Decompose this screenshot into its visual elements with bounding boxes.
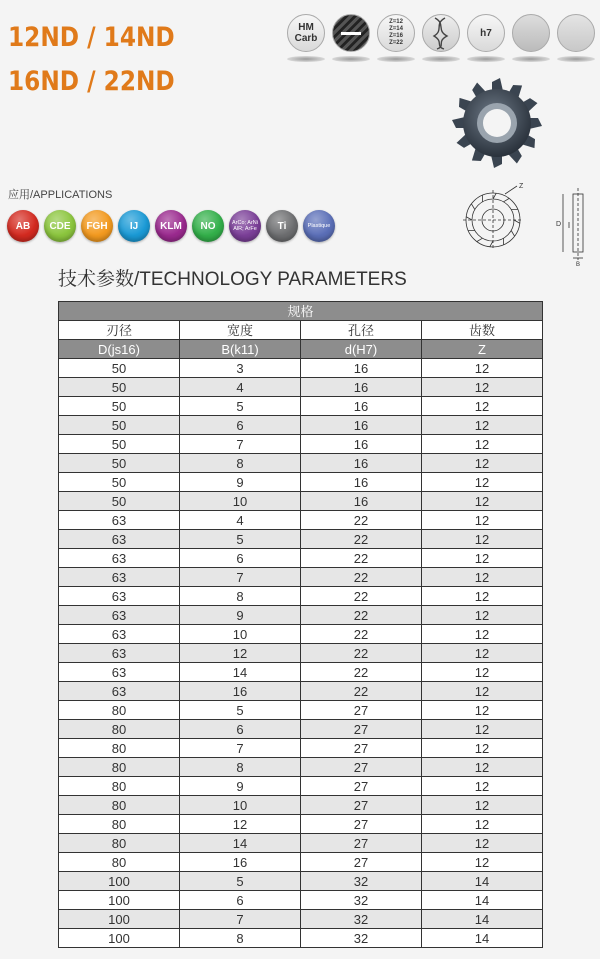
- table-row: [59, 777, 543, 796]
- cell-bore: 27: [301, 853, 422, 872]
- hm-carb-text: HM: [298, 22, 314, 33]
- cell-diameter: 80: [59, 853, 180, 872]
- cell-teeth: 12: [422, 720, 543, 739]
- cell-teeth: 12: [422, 473, 543, 492]
- cell-teeth: 12: [422, 359, 543, 378]
- application-badge: [266, 210, 298, 242]
- cell-diameter: 50: [59, 492, 180, 511]
- cell-width: 14: [180, 663, 301, 682]
- cell-bore: 22: [301, 530, 422, 549]
- table-row: [59, 663, 543, 682]
- application-badge-label: KLM: [160, 220, 182, 232]
- cell-bore: 32: [301, 910, 422, 929]
- cell-width: 4: [180, 511, 301, 530]
- tolerance-icon: [467, 14, 505, 52]
- cell-width: 6: [180, 891, 301, 910]
- product-title-1: 12ND / 14ND: [8, 22, 175, 53]
- cell-diameter: 63: [59, 549, 180, 568]
- cell-width: 16: [180, 853, 301, 872]
- cell-bore: 16: [301, 397, 422, 416]
- cell-diameter: 50: [59, 378, 180, 397]
- teeth-count-text: Z=12: [389, 19, 403, 25]
- cell-diameter: 63: [59, 663, 180, 682]
- cell-teeth: 12: [422, 644, 543, 663]
- cell-bore: 27: [301, 739, 422, 758]
- cell-bore: 16: [301, 416, 422, 435]
- cell-bore: 22: [301, 644, 422, 663]
- cell-bore: 16: [301, 435, 422, 454]
- cell-width: 8: [180, 587, 301, 606]
- table-row: [59, 606, 543, 625]
- application-badge: [155, 210, 187, 242]
- cell-bore: 27: [301, 777, 422, 796]
- table-row: [59, 644, 543, 663]
- cell-teeth: 12: [422, 416, 543, 435]
- cell-diameter: 80: [59, 815, 180, 834]
- table-row: [59, 587, 543, 606]
- cell-teeth: 12: [422, 796, 543, 815]
- application-badge-label: FGH: [86, 220, 108, 232]
- application-badge: [229, 210, 261, 242]
- col-symbol-width: B(k11): [180, 340, 301, 359]
- table-row: [59, 511, 543, 530]
- cell-teeth: 12: [422, 378, 543, 397]
- application-badge: [192, 210, 224, 242]
- cell-bore: 27: [301, 701, 422, 720]
- cell-diameter: 80: [59, 758, 180, 777]
- cell-diameter: 50: [59, 397, 180, 416]
- cell-bore: 32: [301, 929, 422, 948]
- drawing-label-b: B: [576, 262, 581, 267]
- cell-teeth: 12: [422, 492, 543, 511]
- table-row: [59, 492, 543, 511]
- table-row: [59, 473, 543, 492]
- application-badge: [7, 210, 39, 242]
- cell-diameter: 63: [59, 682, 180, 701]
- cell-diameter: 63: [59, 625, 180, 644]
- table-row: [59, 530, 543, 549]
- cell-bore: 16: [301, 473, 422, 492]
- hm-carb-icon: [287, 14, 325, 52]
- application-icons: [7, 210, 335, 242]
- cell-diameter: 100: [59, 872, 180, 891]
- cell-width: 14: [180, 834, 301, 853]
- cell-width: 3: [180, 359, 301, 378]
- table-row: [59, 359, 543, 378]
- cell-width: 6: [180, 549, 301, 568]
- col-header-width: 宽度: [180, 321, 301, 340]
- cell-teeth: 12: [422, 758, 543, 777]
- cell-diameter: 50: [59, 454, 180, 473]
- drawing-label-d: D: [556, 221, 562, 228]
- cell-diameter: 63: [59, 511, 180, 530]
- cell-bore: 16: [301, 378, 422, 397]
- cell-diameter: 63: [59, 606, 180, 625]
- cell-width: 7: [180, 739, 301, 758]
- cell-width: 12: [180, 815, 301, 834]
- teeth-count-icon: [377, 14, 415, 52]
- application-badge: [44, 210, 76, 242]
- cell-width: 7: [180, 435, 301, 454]
- table-row: [59, 625, 543, 644]
- table-row: [59, 435, 543, 454]
- table-row: [59, 815, 543, 834]
- cell-bore: 16: [301, 359, 422, 378]
- cell-teeth: 14: [422, 891, 543, 910]
- cell-width: 6: [180, 720, 301, 739]
- cell-bore: 27: [301, 834, 422, 853]
- application-badge: [303, 210, 335, 242]
- cell-teeth: 12: [422, 815, 543, 834]
- cell-diameter: 80: [59, 777, 180, 796]
- cell-diameter: 80: [59, 739, 180, 758]
- cell-teeth: 12: [422, 435, 543, 454]
- teeth-count-text: Z=14: [389, 26, 403, 32]
- cell-bore: 27: [301, 815, 422, 834]
- table-row: [59, 853, 543, 872]
- flute-icon: [422, 14, 460, 52]
- cell-teeth: 12: [422, 606, 543, 625]
- cell-width: 4: [180, 378, 301, 397]
- cell-width: 16: [180, 682, 301, 701]
- cell-bore: 22: [301, 549, 422, 568]
- application-badge-label: Plastique: [307, 223, 331, 229]
- application-badge: [81, 210, 113, 242]
- application-badge-label: CDE: [49, 220, 71, 232]
- technical-drawing: [455, 182, 595, 267]
- table-row: [59, 416, 543, 435]
- table-row: [59, 872, 543, 891]
- cell-bore: 32: [301, 891, 422, 910]
- cell-bore: 32: [301, 872, 422, 891]
- cell-teeth: 12: [422, 625, 543, 644]
- cell-bore: 22: [301, 606, 422, 625]
- table-row: [59, 739, 543, 758]
- cell-teeth: 12: [422, 701, 543, 720]
- cell-diameter: 50: [59, 435, 180, 454]
- cell-width: 12: [180, 644, 301, 663]
- cell-diameter: 63: [59, 587, 180, 606]
- cell-width: 10: [180, 492, 301, 511]
- cell-width: 5: [180, 872, 301, 891]
- cell-teeth: 12: [422, 397, 543, 416]
- cell-bore: 22: [301, 625, 422, 644]
- cell-teeth: 12: [422, 682, 543, 701]
- cell-bore: 16: [301, 492, 422, 511]
- cell-bore: 22: [301, 663, 422, 682]
- cell-teeth: 12: [422, 568, 543, 587]
- table-row: [59, 701, 543, 720]
- cell-bore: 16: [301, 454, 422, 473]
- table-row: [59, 454, 543, 473]
- table-row: [59, 682, 543, 701]
- cell-teeth: 12: [422, 834, 543, 853]
- col-symbol-diameter: D(js16): [59, 340, 180, 359]
- cell-width: 8: [180, 758, 301, 777]
- cell-width: 5: [180, 530, 301, 549]
- col-symbol-bore: d(H7): [301, 340, 422, 359]
- cell-diameter: 80: [59, 796, 180, 815]
- table-row: [59, 549, 543, 568]
- cell-width: 6: [180, 416, 301, 435]
- cell-teeth: 12: [422, 454, 543, 473]
- cell-bore: 27: [301, 720, 422, 739]
- application-badge-label: NO: [200, 220, 216, 232]
- parameters-table: [58, 301, 543, 948]
- cell-diameter: 63: [59, 530, 180, 549]
- blank-icon-2: [557, 14, 595, 52]
- table-row: [59, 834, 543, 853]
- cell-bore: 27: [301, 796, 422, 815]
- cell-teeth: 12: [422, 511, 543, 530]
- cell-width: 7: [180, 910, 301, 929]
- product-titles: [8, 16, 202, 104]
- application-badge-label: IJ: [129, 220, 139, 232]
- cell-bore: 22: [301, 511, 422, 530]
- cell-teeth: 14: [422, 872, 543, 891]
- cell-teeth: 12: [422, 777, 543, 796]
- cell-diameter: 80: [59, 720, 180, 739]
- teeth-count-text: Z=22: [389, 40, 403, 46]
- col-symbol-teeth: Z: [422, 340, 543, 359]
- cell-width: 5: [180, 397, 301, 416]
- cell-teeth: 12: [422, 739, 543, 758]
- drawing-label-z: Z: [519, 183, 524, 190]
- application-badge-label: AB: [15, 220, 31, 232]
- cell-width: 9: [180, 606, 301, 625]
- application-badge-label: ArCo; ArNi AlR; ArFe: [232, 220, 258, 232]
- cell-teeth: 14: [422, 910, 543, 929]
- cell-diameter: 50: [59, 359, 180, 378]
- cell-teeth: 12: [422, 587, 543, 606]
- cell-width: 5: [180, 701, 301, 720]
- cell-width: 8: [180, 929, 301, 948]
- cell-diameter: 80: [59, 701, 180, 720]
- spec-icon-shadows: [287, 56, 595, 62]
- table-group-header: 规格: [59, 302, 543, 321]
- table-row: [59, 796, 543, 815]
- table-row: [59, 758, 543, 777]
- hm-carb-text: Carb: [294, 33, 318, 44]
- cell-diameter: 50: [59, 473, 180, 492]
- teeth-count-text: Z=16: [389, 33, 403, 39]
- cell-width: 7: [180, 568, 301, 587]
- table-row: [59, 397, 543, 416]
- applications-label: 应用/APPLICATIONS: [8, 189, 113, 201]
- cell-diameter: 50: [59, 416, 180, 435]
- tolerance-text: h7: [480, 27, 492, 39]
- application-badge: [118, 210, 150, 242]
- cell-diameter: 63: [59, 644, 180, 663]
- table-row: [59, 568, 543, 587]
- table-row: [59, 378, 543, 397]
- cell-teeth: 12: [422, 549, 543, 568]
- cell-diameter: 100: [59, 891, 180, 910]
- cell-width: 10: [180, 625, 301, 644]
- product-title-2: 16ND / 22ND: [8, 66, 175, 97]
- cell-diameter: 63: [59, 568, 180, 587]
- cutter-product-image: [450, 76, 544, 170]
- table-row: [59, 720, 543, 739]
- cell-bore: 27: [301, 758, 422, 777]
- cell-diameter: 100: [59, 910, 180, 929]
- table-row: [59, 929, 543, 948]
- cell-bore: 22: [301, 587, 422, 606]
- cell-width: 10: [180, 796, 301, 815]
- col-header-teeth: 齿数: [422, 321, 543, 340]
- cell-diameter: 100: [59, 929, 180, 948]
- cell-teeth: 14: [422, 929, 543, 948]
- cell-width: 9: [180, 473, 301, 492]
- blank-icon-1: [512, 14, 550, 52]
- coating-icon: [332, 14, 370, 52]
- table-body: [59, 359, 543, 948]
- cell-bore: 22: [301, 568, 422, 587]
- section-title: 技术参数/TECHNOLOGY PARAMETERS: [58, 269, 407, 290]
- cell-teeth: 12: [422, 530, 543, 549]
- cell-width: 9: [180, 777, 301, 796]
- spec-icons: [287, 14, 595, 52]
- table-row: [59, 910, 543, 929]
- col-header-diameter: 刃径: [59, 321, 180, 340]
- application-badge-label: Ti: [277, 220, 287, 232]
- col-header-bore: 孔径: [301, 321, 422, 340]
- cell-diameter: 80: [59, 834, 180, 853]
- cell-teeth: 12: [422, 853, 543, 872]
- cell-width: 8: [180, 454, 301, 473]
- cell-teeth: 12: [422, 663, 543, 682]
- cell-bore: 22: [301, 682, 422, 701]
- table-row: [59, 891, 543, 910]
